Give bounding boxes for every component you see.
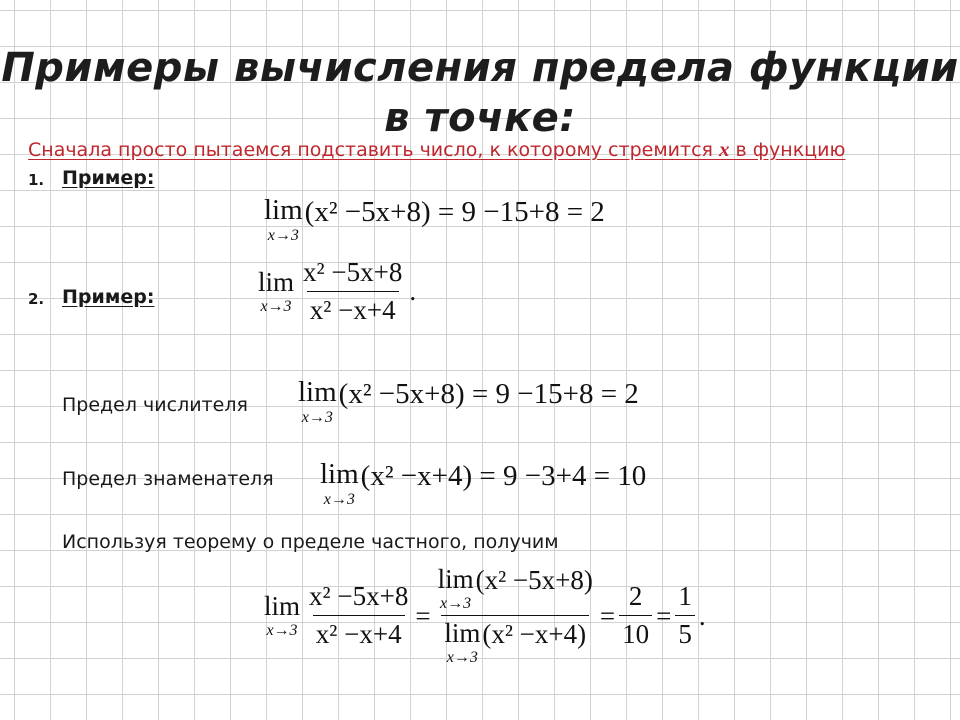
final-fraction-left xyxy=(306,582,411,649)
formula-period: . xyxy=(698,600,706,631)
limit-operator: lim x→3 xyxy=(298,376,337,426)
equals-sign: = xyxy=(656,600,672,631)
limit-operator: lim x→3 xyxy=(437,564,474,612)
limit-operator: lim x→3 xyxy=(444,618,481,666)
example-1-formula xyxy=(264,196,605,244)
limit-expression: (x² −5x+8) xyxy=(475,565,593,595)
limit-operator: lim x→3 xyxy=(264,591,301,639)
example-1-label: Пример: xyxy=(62,167,155,189)
numerator-limit-formula xyxy=(298,378,639,426)
fraction-denominator: x² −x+4 xyxy=(307,291,399,326)
instruction-text-before: Сначала просто пытаемся подставить число, к которому стремится xyxy=(28,139,719,161)
page-title-line2: в точке: xyxy=(384,95,576,141)
example-1-expression: (x² −5x+8) = 9 −15+8 = 2 xyxy=(304,196,605,228)
fraction-denominator: 5 xyxy=(675,615,695,650)
instruction-text-after: в функцию xyxy=(729,139,846,161)
theorem-text: Используя теорему о пределе частного, получим xyxy=(62,531,559,553)
limit-operator: lim x→3 xyxy=(264,194,303,244)
equals-sign: = xyxy=(415,600,431,631)
fraction-numerator: 1 xyxy=(678,581,692,612)
limit-expression: (x² −x+4) xyxy=(482,619,587,649)
instruction-text xyxy=(28,137,845,162)
example-2-formula xyxy=(258,258,416,325)
fraction-numerator: 2 xyxy=(628,581,643,612)
equals-sign: = xyxy=(599,600,616,631)
fraction-numerator: x² −5x+8 xyxy=(309,581,409,612)
fraction-denominator: 10 xyxy=(619,615,652,650)
denominator-limit-formula xyxy=(320,460,646,508)
limit-operator: lim x→3 xyxy=(258,266,295,315)
final-formula xyxy=(264,566,706,666)
limit-operator: lim x→3 xyxy=(320,458,359,508)
fraction-denominator xyxy=(441,615,589,666)
final-fraction-of-limits xyxy=(435,566,596,666)
instruction-variable: x xyxy=(719,137,730,161)
numerator-limit-label: Предел числителя xyxy=(62,394,248,416)
fraction-numerator xyxy=(435,566,596,615)
example-1-number: 1. xyxy=(28,171,45,189)
formula-period: . xyxy=(409,276,417,307)
example-2-number: 2. xyxy=(28,290,45,308)
denominator-limit-expression: (x² −x+4) = 9 −3+4 = 10 xyxy=(360,460,647,492)
numerator-limit-expression: (x² −5x+8) = 9 −15+8 = 2 xyxy=(338,378,639,410)
fraction-two-tenths xyxy=(619,582,652,649)
fraction-denominator: x² −x+4 xyxy=(313,615,405,650)
fraction-one-fifth xyxy=(675,582,695,649)
example-2-fraction xyxy=(300,258,405,325)
denominator-limit-label: Предел знаменателя xyxy=(62,468,274,490)
example-2-label: Пример: xyxy=(62,286,155,308)
fraction-numerator: x² −5x+8 xyxy=(303,257,403,287)
page-title-line1: Примеры вычисления предела функции xyxy=(1,45,959,91)
